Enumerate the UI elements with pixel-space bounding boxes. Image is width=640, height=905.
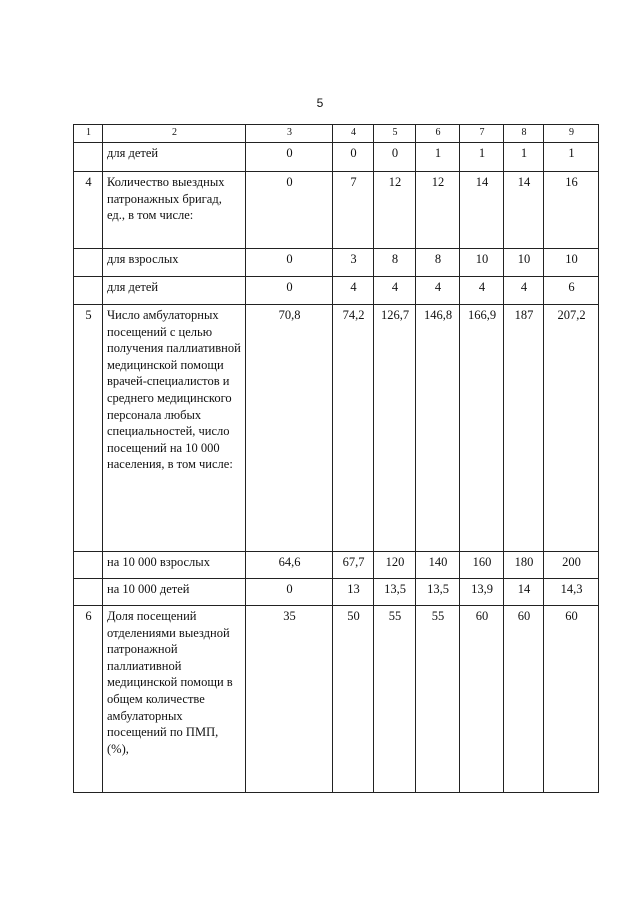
table-cell: 8 [416, 249, 460, 277]
table-cell: 60 [460, 606, 504, 793]
table-cell: 0 [246, 172, 333, 249]
row-number: 6 [74, 606, 103, 793]
table-cell: 207,2 [544, 305, 599, 552]
table-cell: 74,2 [333, 305, 374, 552]
table-row [74, 305, 599, 552]
table-cell: 13,9 [460, 579, 504, 606]
row-label: на 10 000 взрослых [103, 552, 246, 579]
row-label: на 10 000 детей [103, 579, 246, 606]
table-cell: 3 [333, 249, 374, 277]
table-cell: 140 [416, 552, 460, 579]
row-label: для детей [103, 277, 246, 305]
table-cell: 4 [374, 277, 416, 305]
table-cell: 0 [246, 143, 333, 172]
row-label: для взрослых [103, 249, 246, 277]
table-cell: 12 [374, 172, 416, 249]
table-cell: 6 [544, 277, 599, 305]
table-cell: 64,6 [246, 552, 333, 579]
table-cell: 55 [374, 606, 416, 793]
table-row [74, 143, 599, 172]
column-number: 3 [246, 125, 333, 143]
table-cell: 4 [333, 277, 374, 305]
table-cell: 12 [416, 172, 460, 249]
indicators-table [73, 124, 599, 793]
row-label: Число амбулаторных посещений с целью получения паллиативной медицинской помощи врачей-специалистов и среднего медицинского персонала любых специальностей, число посещений на 10 000 населения, в том числе: [103, 305, 246, 552]
table-cell: 1 [504, 143, 544, 172]
row-number: 4 [74, 172, 103, 249]
table-cell: 10 [544, 249, 599, 277]
table-cell: 4 [460, 277, 504, 305]
table-cell: 14 [460, 172, 504, 249]
table-cell: 50 [333, 606, 374, 793]
table-cell: 146,8 [416, 305, 460, 552]
table-row [74, 249, 599, 277]
row-number [74, 143, 103, 172]
table-cell: 0 [333, 143, 374, 172]
table-cell: 14 [504, 172, 544, 249]
table-row [74, 277, 599, 305]
row-number [74, 552, 103, 579]
table-cell: 4 [504, 277, 544, 305]
column-number-row [74, 125, 599, 143]
table-cell: 13 [333, 579, 374, 606]
table-cell: 13,5 [416, 579, 460, 606]
column-number: 5 [374, 125, 416, 143]
table-cell: 14 [504, 579, 544, 606]
table-cell: 1 [544, 143, 599, 172]
column-number: 1 [74, 125, 103, 143]
row-number [74, 579, 103, 606]
column-number: 9 [544, 125, 599, 143]
table-cell: 0 [246, 249, 333, 277]
table-cell: 10 [460, 249, 504, 277]
column-number: 4 [333, 125, 374, 143]
table-cell: 10 [504, 249, 544, 277]
row-number [74, 249, 103, 277]
table-cell: 67,7 [333, 552, 374, 579]
table-cell: 120 [374, 552, 416, 579]
table-cell: 35 [246, 606, 333, 793]
row-number: 5 [74, 305, 103, 552]
page-number: 5 [316, 96, 324, 110]
table-cell: 70,8 [246, 305, 333, 552]
table-cell: 160 [460, 552, 504, 579]
table-cell: 1 [460, 143, 504, 172]
column-number: 8 [504, 125, 544, 143]
column-number: 6 [416, 125, 460, 143]
table-cell: 13,5 [374, 579, 416, 606]
column-number: 2 [103, 125, 246, 143]
table-cell: 7 [333, 172, 374, 249]
row-number [74, 277, 103, 305]
table-cell: 55 [416, 606, 460, 793]
table-cell: 200 [544, 552, 599, 579]
table-row [74, 552, 599, 579]
table-row [74, 579, 599, 606]
row-label: Доля посещений отделениями выездной патронажной паллиативной медицинской помощи в общем количестве амбулаторных посещений по ПМП, (%), [103, 606, 246, 793]
table-cell: 8 [374, 249, 416, 277]
table-cell: 4 [416, 277, 460, 305]
table-row [74, 172, 599, 249]
table-row [74, 606, 599, 793]
table-cell: 0 [374, 143, 416, 172]
table-cell: 126,7 [374, 305, 416, 552]
table-cell: 60 [544, 606, 599, 793]
row-label: Количество выездных патронажных бригад, ед., в том числе: [103, 172, 246, 249]
table-cell: 187 [504, 305, 544, 552]
table-cell: 60 [504, 606, 544, 793]
table-cell: 0 [246, 277, 333, 305]
table-cell: 0 [246, 579, 333, 606]
row-label: для детей [103, 143, 246, 172]
table-cell: 1 [416, 143, 460, 172]
table-cell: 166,9 [460, 305, 504, 552]
table-cell: 180 [504, 552, 544, 579]
table-cell: 16 [544, 172, 599, 249]
table-cell: 14,3 [544, 579, 599, 606]
column-number: 7 [460, 125, 504, 143]
